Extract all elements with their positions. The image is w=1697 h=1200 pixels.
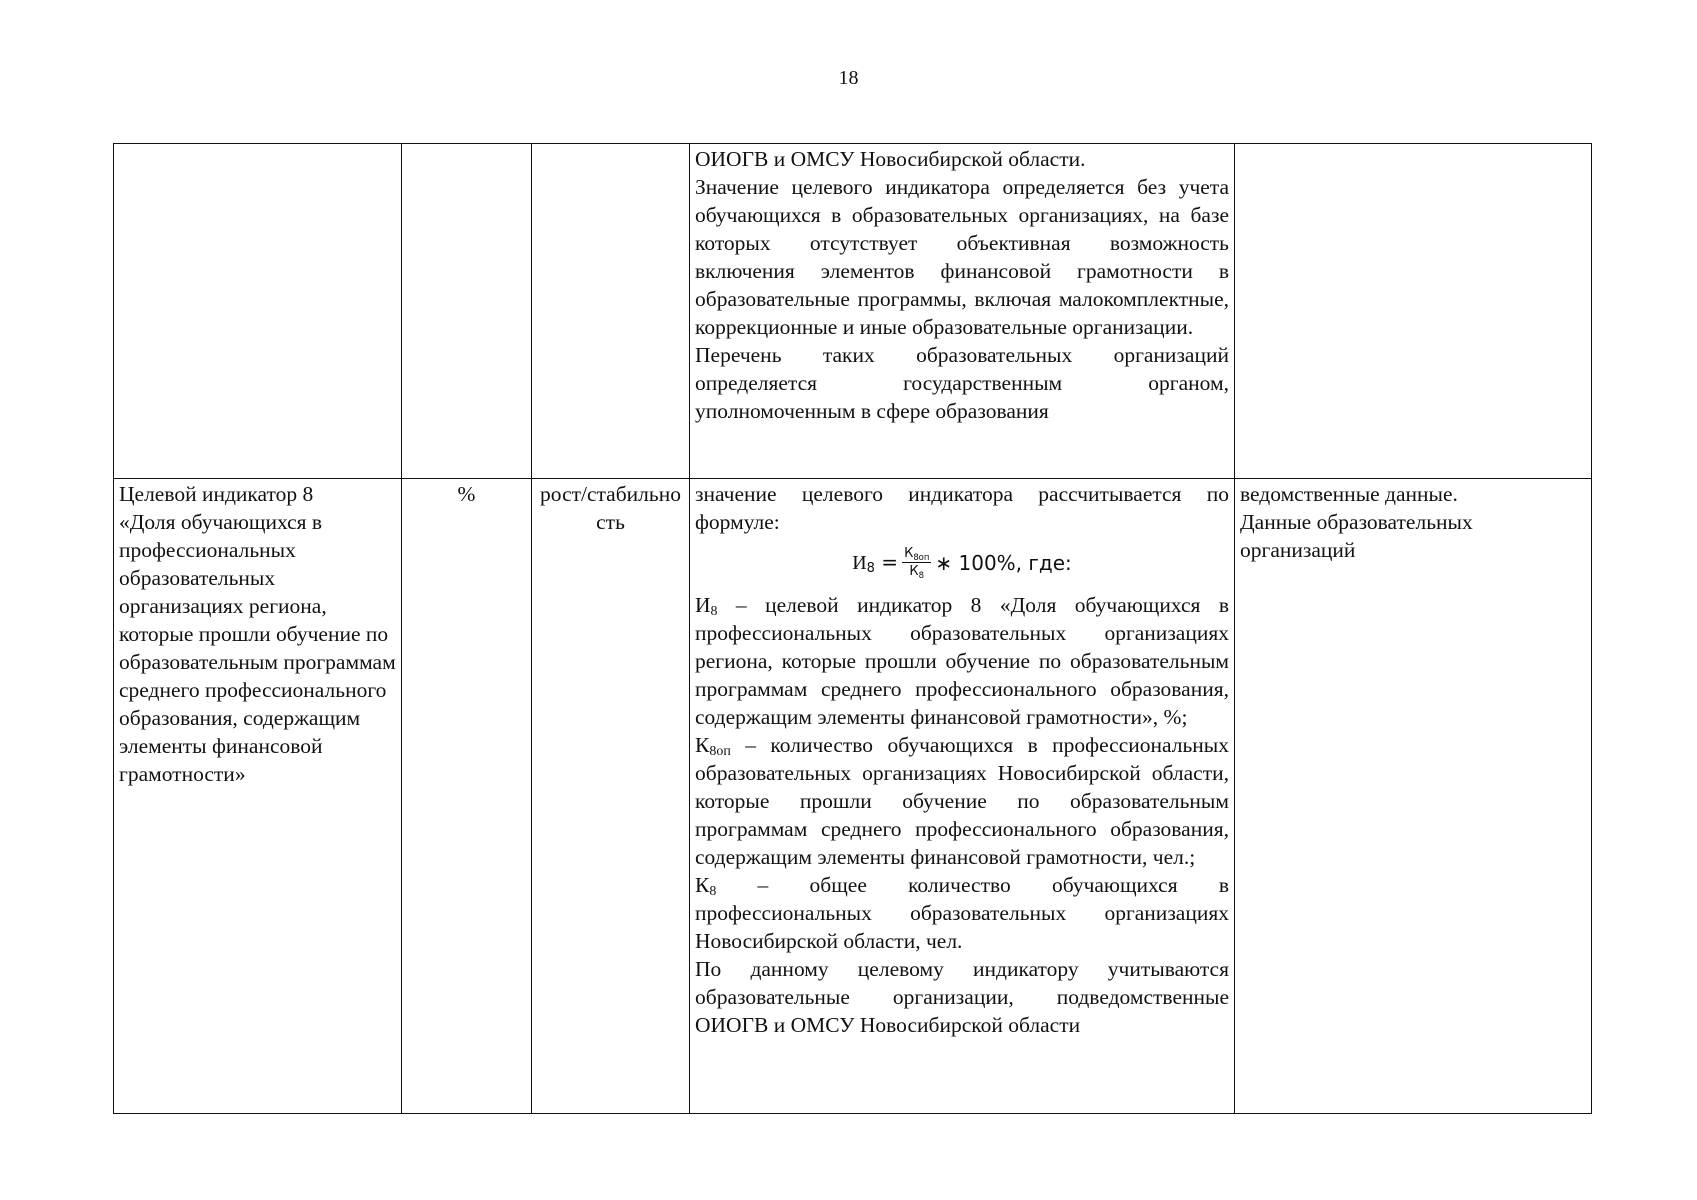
closing-note: По данному целевому индикатору учитываются образовательные организации, подведомственные ОИОГВ и ОМСУ Новосибирской области <box>695 957 1229 1037</box>
formula-lhs: $И_8$ = <box>852 550 899 576</box>
methodology-cell <box>690 479 1235 1114</box>
trend-cell <box>532 144 690 479</box>
definition-item: $И_8$ – целевой индикатор 8 «Доля обучающихся в профессиональных образовательных организациях региона, которые прошли обучение по образовательным программам среднего профессионального образования, содержащим элементы финансовой грамотности», %; <box>695 593 1229 729</box>
source-line: ведомственные данные. <box>1240 482 1458 506</box>
formula-intro: значение целевого индикатора рассчитывается по формуле: <box>695 482 1229 534</box>
table-row <box>114 479 1592 1114</box>
methodology-paragraph: ОИОГВ и ОМСУ Новосибирской области. <box>695 147 1086 171</box>
indicator-name-cell <box>114 479 402 1114</box>
formula-numerator: $К_{8оп}$ <box>904 546 930 562</box>
trend-cell <box>532 479 690 1114</box>
formula <box>695 546 1229 579</box>
definition-item: $К_8$ – общее количество обучающихся в профессиональных образовательных организациях Новосибирской области, чел. <box>695 873 1229 953</box>
methodology-cell <box>690 144 1235 479</box>
table-row <box>114 144 1592 479</box>
source-line: Данные образовательных организаций <box>1240 510 1473 562</box>
formula-fraction <box>902 546 931 579</box>
trend-value: рост/стабильность <box>540 482 681 534</box>
indicator-table <box>113 143 1592 1114</box>
unit-cell <box>402 144 532 479</box>
source-cell <box>1235 144 1592 479</box>
indicator-description: «Доля обучающихся в профессиональных образовательных организациях региона, которые прошли обучение по образовательным программам среднего профессионального образования, содержащим элементы финансовой грамотности» <box>119 510 396 786</box>
source-cell <box>1235 479 1592 1114</box>
page-number: 18 <box>838 67 859 89</box>
methodology-paragraph: Перечень таких образовательных организаций определяется государственным органом, уполномоченным в сфере образования <box>695 343 1229 423</box>
indicator-title: Целевой индикатор 8 <box>119 482 314 506</box>
definition-item: $К_{8оп}$ – количество обучающихся в профессиональных образовательных организациях Новосибирской области, которые прошли обучение по образовательным программам среднего профессионального образования, содержащим элементы финансовой грамотности, чел.; <box>695 733 1229 869</box>
unit-cell: % <box>402 479 532 1114</box>
formula-denominator: $К_8$ <box>909 564 925 580</box>
methodology-paragraph: Значение целевого индикатора определяется без учета обучающихся в образовательных организациях, на базе которых отсутствует объективная возможность включения элементов финансовой грамотности в образовательные программы, включая малокомплектные, коррекционные и иные образовательные организации. <box>695 175 1229 339</box>
indicator-name-cell <box>114 144 402 479</box>
formula-rhs: ∗ 100%, где: <box>935 550 1072 575</box>
